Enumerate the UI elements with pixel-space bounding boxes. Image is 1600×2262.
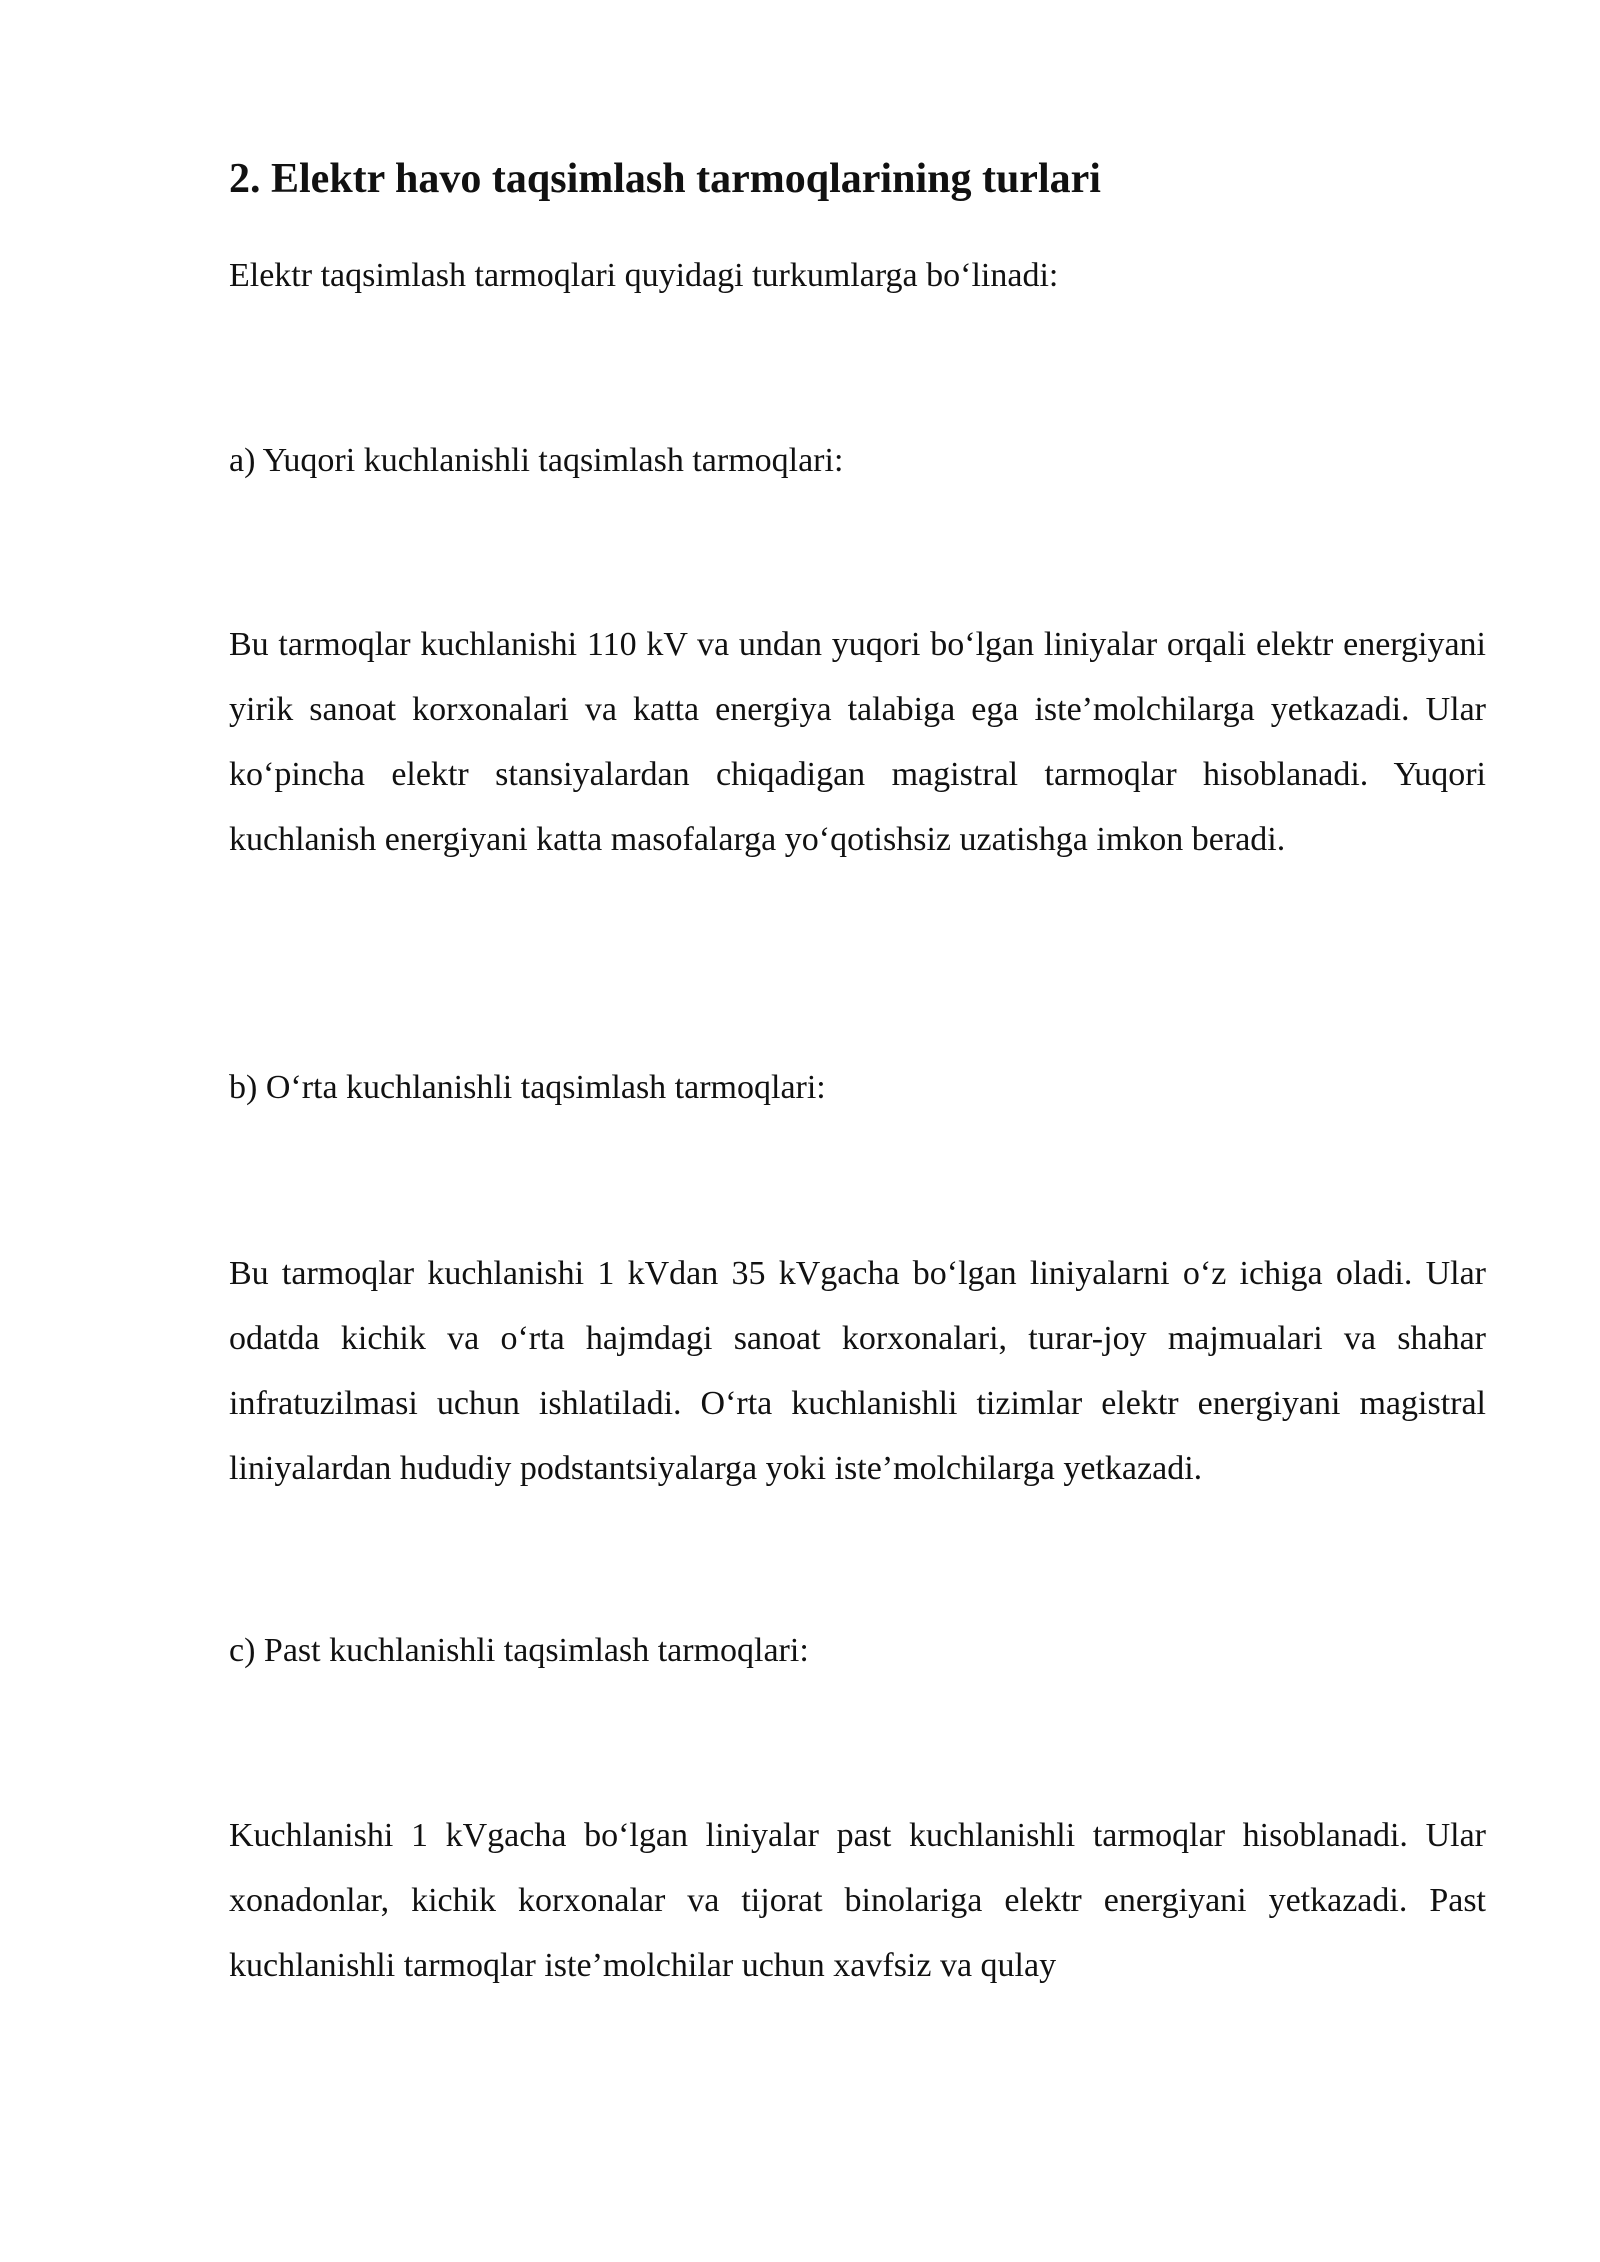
subsection-title-low-voltage: c) Past kuchlanishli taqsimlash tarmoqlari:	[229, 1632, 809, 1669]
paragraph-low-voltage: Kuchlanishi 1 kVgacha bo‘lgan liniyalar past kuchlanishli tarmoqlar hisoblanadi. Ular xonadonlar, kichik korxonalar va tijorat binolariga elektr energiyani yetkazadi. Past kuchlanishli tarmoqlar iste’molchilar uchun xavfsiz va qulay	[229, 1817, 1486, 1984]
intro-text: Elektr taqsimlash tarmoqlari quyidagi turkumlarga bo‘linadi:	[229, 257, 1059, 294]
section-heading: 2. Elektr havo taqsimlash tarmoqlarining turlari	[229, 156, 1101, 202]
paragraph-high-voltage: Bu tarmoqlar kuchlanishi 110 kV va undan yuqori bo‘lgan liniyalar orqali elektr energiyani yirik sanoat korxonalari va katta energiya talabiga ega iste’molchilarga yetkazadi. Ular ko‘pincha elektr stansiyalardan chiqadigan magistral tarmoqlar hisoblanadi. Yuqori kuchlanish energiyani katta masofalarga yo‘qotishsiz uzatishga imkon beradi.	[229, 626, 1486, 858]
subsection-title-medium-voltage: b) O‘rta kuchlanishli taqsimlash tarmoqlari:	[229, 1069, 826, 1106]
subsection-title-high-voltage: a) Yuqori kuchlanishli taqsimlash tarmoqlari:	[229, 442, 844, 479]
paragraph-medium-voltage: Bu tarmoqlar kuchlanishi 1 kVdan 35 kVgacha bo‘lgan liniyalarni o‘z ichiga oladi. Ular odatda kichik va o‘rta hajmdagi sanoat korxonalari, turar-joy majmualari va shahar infratuzilmasi uchun ishlatiladi. O‘rta kuchlanishli tizimlar elektr energiyani magistral liniyalardan hududiy podstantsiyalarga yoki iste’molchilarga yetkazadi.	[229, 1255, 1486, 1487]
